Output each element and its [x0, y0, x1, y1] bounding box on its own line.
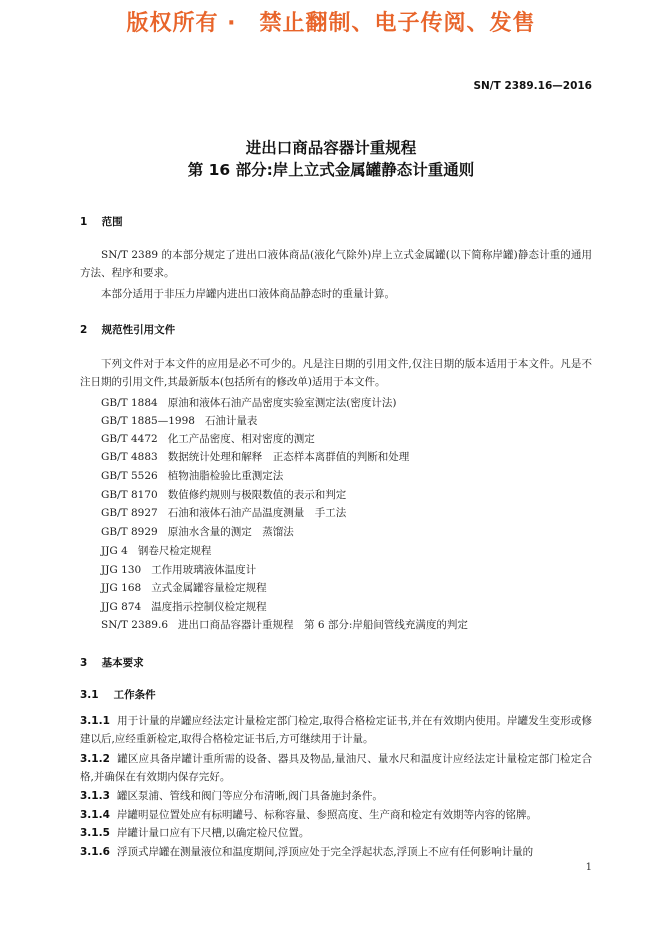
reference-item — [101, 599, 267, 614]
section-1-paragraph-2: 本部分适用于非压力岸罐内进出口液体商品静态时的重量计算。 — [101, 288, 395, 300]
reference-item — [101, 413, 257, 428]
reference-item — [101, 524, 294, 539]
reference-title: 石油计量表 — [204, 415, 258, 427]
reference-code: JJG 168 — [101, 582, 142, 594]
reference-code: SN/T 2389.6 — [101, 619, 168, 631]
section-1-heading — [80, 214, 123, 229]
reference-code: GB/T 4472 — [101, 433, 158, 445]
clause-text: 浮顶式岸罐在测量液位和温度期间,浮顶应处于完全浮起状态,浮顶上不应有任何影响计量的 — [117, 846, 534, 858]
reference-title: 立式金属罐容量检定规程 — [151, 582, 267, 594]
reference-title: 石油和液体石油产品温度测量 手工法 — [167, 507, 347, 519]
reference-item — [101, 505, 346, 520]
reference-item — [101, 395, 396, 410]
reference-item — [101, 449, 409, 464]
subsection-3-1-heading — [80, 687, 156, 702]
clause-number: 3.1.2 — [80, 753, 110, 765]
section-number: 1 — [80, 216, 88, 228]
clause-3-1-4 — [80, 806, 592, 824]
reference-title: 数值修约规则与极限数值的表示和判定 — [167, 489, 347, 501]
subsection-number: 3.1 — [80, 689, 99, 701]
reference-title: 钢卷尺检定规程 — [137, 545, 212, 557]
reference-item — [101, 543, 211, 558]
reference-item — [101, 468, 283, 483]
reference-title: 原油和液体石油产品密度实验室测定法(密度计法) — [167, 397, 397, 409]
reference-title: 原油水含量的测定 蒸馏法 — [167, 526, 294, 538]
reference-title: 数据统计处理和解释 正态样本离群值的判断和处理 — [167, 451, 410, 463]
clause-3-1-6 — [80, 843, 592, 861]
section-number: 2 — [80, 324, 88, 336]
section-title: 基本要求 — [101, 657, 144, 669]
clause-3-1-3 — [80, 787, 592, 805]
reference-code: GB/T 1884 — [101, 397, 158, 409]
clause-text: 用于计量的岸罐应经法定计量检定部门检定,取得合格检定证书,并在有效期内使用。岸罐发生变形或修建以后,应经重新检定,取得合格检定证书后,方可继续用于计量。 — [80, 715, 592, 745]
section-number: 3 — [80, 657, 88, 669]
reference-code: GB/T 8927 — [101, 507, 158, 519]
reference-item — [101, 431, 315, 446]
section-1-paragraph-1: SN/T 2389 的本部分规定了进出口液体商品(液化气除外)岸上立式金属罐(以下简称岸罐)静态计重的通用方法、程序和要求。 — [80, 249, 592, 279]
clause-number: 3.1.6 — [80, 846, 110, 858]
reference-item — [101, 580, 267, 595]
clause-text: 罐区应具备岸罐计重所需的设备、器具及物品,量油尺、量水尺和温度计应经法定计量检定部门检定合格,并确保在有效期内保存完好。 — [80, 753, 592, 783]
reference-item — [101, 617, 468, 632]
reference-code: GB/T 8170 — [101, 489, 158, 501]
clause-number: 3.1.3 — [80, 790, 110, 802]
standard-number: SN/T 2389.16—2016 — [473, 80, 592, 92]
reference-title: 温度指示控制仪检定规程 — [151, 601, 267, 613]
reference-code: GB/T 1885—1998 — [101, 415, 195, 427]
section-2-heading — [80, 322, 175, 337]
clause-text: 岸罐明显位置处应有标明罐号、标称容量、参照高度、生产商和检定有效期等内容的铭牌。 — [117, 809, 537, 821]
clause-3-1-5 — [80, 824, 592, 842]
reference-title: 进出口商品容器计重规程 第 6 部分:岸船间管线充满度的判定 — [178, 619, 468, 631]
clause-text: 罐区泵浦、管线和阀门等应分布清晰,阀门具备施封条件。 — [117, 790, 383, 802]
reference-item — [101, 487, 346, 502]
reference-title: 植物油脂检验比重测定法 — [167, 470, 284, 482]
reference-code: GB/T 8929 — [101, 526, 158, 538]
section-title: 范围 — [101, 216, 123, 228]
clause-number: 3.1.4 — [80, 809, 110, 821]
reference-item — [101, 562, 256, 577]
subsection-title: 工作条件 — [113, 689, 156, 701]
reference-title: 化工产品密度、相对密度的测定 — [167, 433, 315, 445]
reference-code: GB/T 4883 — [101, 451, 158, 463]
section-title: 规范性引用文件 — [101, 324, 176, 336]
clause-number: 3.1.1 — [80, 715, 110, 727]
reference-code: JJG 130 — [101, 564, 142, 576]
document-title: 进出口商品容器计重规程 — [245, 139, 417, 157]
section-2-intro: 下列文件对于本文件的应用是必不可少的。凡是注日期的引用文件,仅注日期的版本适用于本文件。凡是不注日期的引用文件,其最新版本(包括所有的修改单)适用于本文件。 — [80, 358, 592, 388]
clause-number: 3.1.5 — [80, 827, 110, 839]
copyright-watermark: 版权所有 · 禁止翻制、电子传阅、发售 — [126, 11, 536, 36]
clause-3-1-1 — [80, 712, 592, 748]
reference-code: JJG 874 — [101, 601, 142, 613]
document-subtitle: 第 16 部分:岸上立式金属罐静态计重通则 — [187, 161, 475, 179]
clause-3-1-2 — [80, 750, 592, 786]
reference-code: GB/T 5526 — [101, 470, 158, 482]
reference-title: 工作用玻璃液体温度计 — [151, 564, 257, 576]
clause-text: 岸罐计量口应有下尺槽,以确定检尺位置。 — [117, 827, 310, 839]
page-number: 1 — [585, 862, 592, 873]
reference-code: JJG 4 — [101, 545, 128, 557]
section-3-heading — [80, 655, 144, 670]
